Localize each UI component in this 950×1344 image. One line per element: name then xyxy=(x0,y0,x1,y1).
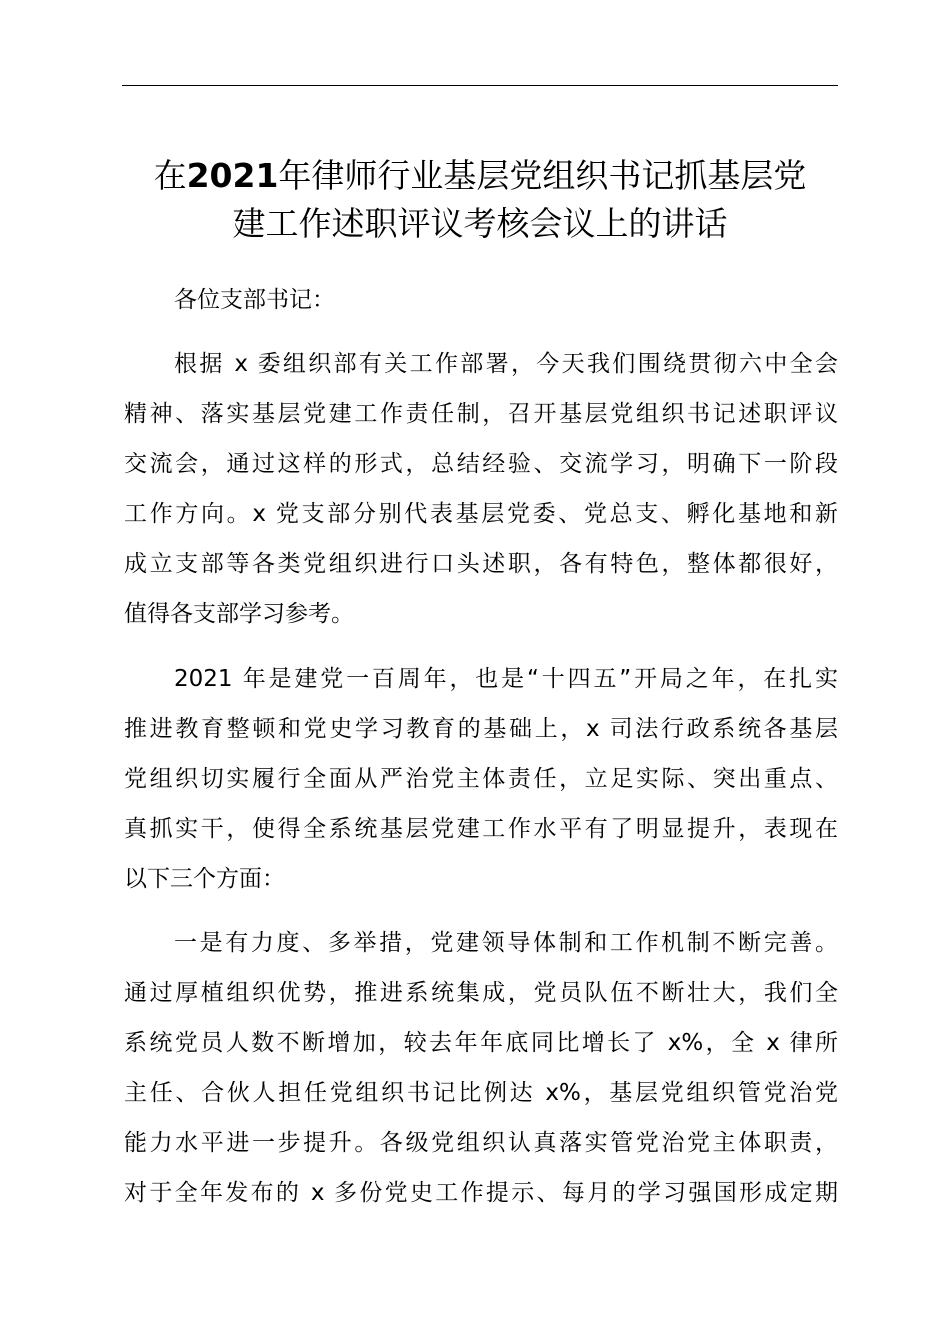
paragraph-line: 以下三个方面： xyxy=(124,866,285,892)
paragraph-line: 工作方向。x 党支部分别代表基层党委、党总支、孵化基地和新 xyxy=(124,501,838,527)
paragraph-line: 能力水平进一步提升。各级党组织认真落实管党治党主体职责， xyxy=(124,1130,838,1156)
paragraph-line: 成立支部等各类党组织进行口头述职，各有特色，整体都很好， xyxy=(124,551,838,577)
paragraph-line: 对于全年发布的 x 多份党史工作提示、每月的学习强国形成定期 xyxy=(124,1180,838,1206)
salutation: 各位支部书记： xyxy=(174,287,335,313)
paragraph-line: 真抓实干，使得全系统基层党建工作水平有了明显提升，表现在 xyxy=(124,816,838,842)
paragraph-line: 一是有力度、多举措，党建领导体制和工作机制不断完善。 xyxy=(174,930,838,956)
paragraph-line: 党组织切实履行全面从严治党主体责任，立足实际、突出重点、 xyxy=(124,766,838,792)
paragraph-line: 通过厚植组织优势，推进系统集成，党员队伍不断壮大，我们全 xyxy=(124,980,838,1006)
paragraph-3 xyxy=(124,918,838,1218)
title-line-2: 建工作述职评议考核会议上的讲话 xyxy=(232,204,728,243)
paragraph-2 xyxy=(124,654,838,904)
paragraph-1 xyxy=(124,339,838,639)
paragraph-line: 2021 年是建党一百周年，也是“十四五”开局之年，在扎实 xyxy=(174,666,838,692)
paragraph-line: 交流会，通过这样的形式，总结经验、交流学习，明确下一阶段 xyxy=(124,451,838,477)
title-year: 2021 xyxy=(186,156,279,195)
paragraph-line: 主任、合伙人担任党组织书记比例达 x%，基层党组织管党治党 xyxy=(124,1080,838,1106)
paragraph-line: 精神、落实基层党建工作责任制，召开基层党组织书记述职评议 xyxy=(124,401,838,427)
header-rule xyxy=(122,85,838,86)
title-line-1: 在2021年律师行业基层党组织书记抓基层党 xyxy=(153,156,807,195)
paragraph-line: 值得各支部学习参考。 xyxy=(124,601,354,627)
paragraph-line: 推进教育整顿和党史学习教育的基础上，x 司法行政系统各基层 xyxy=(124,716,838,742)
paragraph-line: 根据 x 委组织部有关工作部署，今天我们围绕贯彻六中全会 xyxy=(174,351,838,377)
paragraph-line: 系统党员人数不断增加，较去年年底同比增长了 x%，全 x 律所 xyxy=(124,1030,838,1056)
document-title xyxy=(110,152,850,248)
